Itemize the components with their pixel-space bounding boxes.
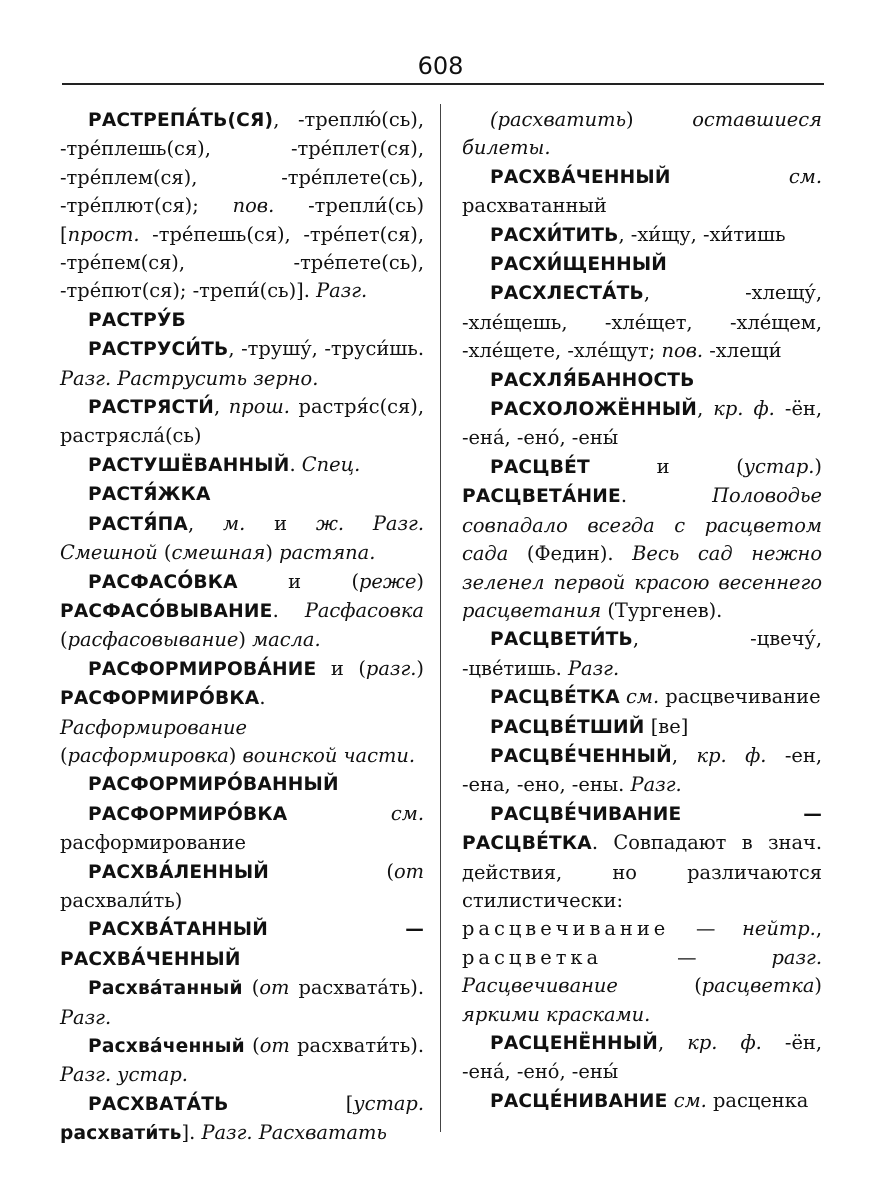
italic-text: Разг. устар. xyxy=(60,1063,188,1087)
headword: РАСХИ́ТИТЬ xyxy=(490,224,619,246)
italic-text: устар. xyxy=(743,454,815,478)
entry-text: расхвати́ть). xyxy=(289,1034,425,1057)
page-number: 608 xyxy=(417,52,464,80)
dictionary-entry xyxy=(462,625,822,683)
entry-text: . xyxy=(272,598,305,622)
headword: РАСЦВЕТА́НИЕ xyxy=(462,486,621,508)
entry-text: , xyxy=(815,917,822,941)
italic-text: масла. xyxy=(252,628,321,652)
entry-text: [ xyxy=(228,1091,354,1115)
dictionary-entry xyxy=(60,480,424,509)
italic-text: см. xyxy=(626,685,660,709)
headword: РАСХВА́ТАННЫЙ — РАСХВА́ЧЕННЫЙ xyxy=(60,919,424,970)
dictionary-entry xyxy=(462,713,822,742)
italic-text: Расфасовка xyxy=(304,598,424,622)
entry-text: ( xyxy=(157,541,172,565)
headword: РАСХВА́ЧЕННЫЙ xyxy=(490,166,671,188)
italic-text: м. xyxy=(223,511,246,535)
dictionary-entry xyxy=(462,453,822,625)
italic-text: Разг. Расхватать xyxy=(201,1121,387,1145)
italic-text: кр. ф. xyxy=(687,1031,762,1054)
entry-text: и xyxy=(245,511,316,535)
italic-text: см. xyxy=(673,1088,707,1112)
entry-text: расценка xyxy=(706,1088,809,1112)
italic-text: пов. xyxy=(232,194,275,218)
italic-text: разг. xyxy=(365,656,417,680)
entry-text: ) xyxy=(814,454,822,478)
headword: РАСТЯ́ПА xyxy=(88,513,189,535)
italic-text: см. xyxy=(788,164,822,188)
headword: Расхва́ченный xyxy=(88,1036,245,1057)
entry-text: , xyxy=(671,743,697,767)
entry-text: растря́с(ся), растрясла́(сь) xyxy=(60,395,424,448)
entry-text: — xyxy=(602,945,772,969)
entry-text: -ён, -ена́, -ено́, -ены́ xyxy=(462,397,823,450)
italic-text: от xyxy=(259,976,290,1000)
dictionary-entry xyxy=(60,858,424,916)
headword: Расхва́танный xyxy=(88,978,243,1000)
dictionary-entry xyxy=(60,1090,424,1149)
entry-text: , -хи́щу, -хи́тишь xyxy=(618,222,786,246)
italic-text: от xyxy=(393,859,424,883)
headword: РАСФОРМИРОВА́НИЕ xyxy=(88,658,317,680)
entry-text: . xyxy=(259,686,266,710)
italic-text: Разг. xyxy=(60,1005,112,1029)
dictionary-entry xyxy=(60,655,424,771)
dictionary-entry xyxy=(462,279,822,365)
italic-text: оставшиеся билеты. xyxy=(462,108,822,160)
spaced-text: расцвечивание xyxy=(462,917,670,941)
headword: РАСТРУСИ́ТЬ xyxy=(88,339,229,361)
headword: расхвати́ть xyxy=(60,1123,182,1145)
dictionary-entry xyxy=(60,306,424,335)
headword: РАСХЛЕСТА́ТЬ xyxy=(490,283,644,305)
dictionary-entry xyxy=(462,395,822,453)
headword: РАСЦВЕТИ́ТЬ xyxy=(490,629,633,651)
italic-text: пов. xyxy=(661,339,704,363)
entry-text: расхвата́ть). xyxy=(289,976,424,1000)
entry-text: [ве] xyxy=(644,714,689,738)
entry-text: ( xyxy=(617,974,702,998)
headword: РАСХИ́ЩЕННЫЙ xyxy=(490,254,668,276)
italic-text: Весь сад нежно зеленел первой красою весеннего расцветания xyxy=(462,542,822,622)
entry-text: , -треплю́(сь), -тре́плешь(ся), -тре́плет(ся), -тре́плем(ся), -тре́плете(сь), -тре́плют(ся); xyxy=(60,108,424,218)
italic-text: яркими красками. xyxy=(462,1002,651,1026)
italic-text: Разг. xyxy=(316,279,368,303)
italic-text: ж. Разг. Смешной xyxy=(60,511,424,565)
dictionary-entry xyxy=(60,106,424,306)
entry-text: , -цвечу́, -цве́тишь. xyxy=(462,627,822,680)
italic-text: реже xyxy=(359,569,417,593)
entry-text: , xyxy=(697,397,714,421)
right-column xyxy=(462,106,822,1116)
dictionary-entry xyxy=(60,974,424,1032)
entry-text: ( xyxy=(244,1034,260,1057)
entry-text: (Федин). xyxy=(508,542,633,566)
italic-text: кр. ф. xyxy=(713,397,775,421)
entry-text: расхвали́ть) xyxy=(60,888,183,912)
entry-text: -ён, -ена́, -ено́, -ены́ xyxy=(462,1031,823,1084)
entry-text: ( xyxy=(60,743,68,767)
entry-text: , xyxy=(658,1031,688,1054)
italic-text: расхватить xyxy=(497,108,627,131)
italic-text: расцветка xyxy=(701,974,815,998)
headword: РАСЦВЕ́ЧЕННЫЙ xyxy=(490,745,672,767)
headword: РАСФОРМИРО́ВКА xyxy=(88,803,288,825)
headword: РАСЦЕ́НИВАНИЕ xyxy=(490,1090,668,1112)
entry-text: . xyxy=(620,484,713,508)
italic-text: Спец. xyxy=(301,452,361,476)
dictionary-entry xyxy=(462,1087,822,1116)
italic-text: Расформирование xyxy=(60,715,247,739)
italic-text: растяпа. xyxy=(279,541,376,565)
entry-text: расхватанный xyxy=(462,194,607,218)
dictionary-entry xyxy=(462,742,822,800)
spaced-text: расцветка xyxy=(462,945,603,969)
entry-text: и ( xyxy=(237,569,360,593)
italic-text: расфасовывание xyxy=(67,628,239,652)
dictionary-entry xyxy=(60,770,424,799)
entry-text: ) xyxy=(416,656,424,680)
entry-text: расцвечивание xyxy=(659,685,821,709)
entry-text: ) xyxy=(814,974,822,998)
entry-text: ) xyxy=(416,569,424,593)
entry-text xyxy=(671,165,789,188)
headword: РАСХЛЯ́БАННОСТЬ xyxy=(490,369,695,391)
left-column xyxy=(60,106,424,1149)
entry-text: расформирование xyxy=(60,831,246,855)
entry-text: ) xyxy=(228,743,243,767)
entry-text: . xyxy=(289,452,302,476)
entry-text: — xyxy=(669,917,743,941)
headword: РАСФАСО́ВЫВАНИЕ xyxy=(60,600,273,622)
italic-text: Разг. xyxy=(567,656,620,680)
entry-text: ]. xyxy=(181,1121,202,1145)
dictionary-entry xyxy=(60,915,424,974)
headword: РАСЦЕНЁННЫЙ xyxy=(490,1033,659,1054)
headword: РАСЦВЕ́ЧИВАНИЕ — РАСЦВЕ́ТКА xyxy=(462,803,822,855)
dictionary-entry xyxy=(462,1029,822,1087)
entry-text: , xyxy=(213,395,229,419)
italic-text: смешная xyxy=(171,541,266,565)
italic-text: кр. ф. xyxy=(696,743,767,767)
entry-text: ( xyxy=(60,628,68,652)
italic-text: Разг. Раструсить зерно. xyxy=(60,366,319,390)
entry-text: , -хлещу́, -хле́щешь, -хле́щет, -хле́щем, -хле́щете, -хле́щут; xyxy=(462,281,822,363)
headword: РАСТРУ́Б xyxy=(88,309,186,331)
entry-text: и ( xyxy=(316,656,366,680)
headword: РАСХОЛОЖЁННЫЙ xyxy=(490,399,698,421)
entry-text: ) xyxy=(238,628,253,652)
italic-text: от xyxy=(259,1034,290,1057)
italic-text: см. xyxy=(390,801,424,825)
headword: РАСТРЯСТИ́ xyxy=(88,397,214,419)
entry-text: -трепли́(сь) [ xyxy=(60,194,425,246)
headword: РАСФОРМИРО́ВАННЫЙ xyxy=(88,774,339,796)
entry-text: . Совпадают в знач. действия, но различаются стилистически: xyxy=(462,831,822,912)
dictionary-entry xyxy=(60,393,424,451)
entry-text xyxy=(287,802,390,825)
entry-text: -ен, -ена, -ено, -ены. xyxy=(462,743,822,797)
entry-text: ( xyxy=(242,976,260,1000)
entry-text: -хлещи́ xyxy=(703,339,782,363)
italic-text: Половодье совпадало всегда с расцветом сада xyxy=(462,484,822,566)
dictionary-entry xyxy=(60,568,424,655)
entry-text: и ( xyxy=(589,454,744,478)
dictionary-entry xyxy=(462,106,822,163)
dictionary-entry xyxy=(462,366,822,395)
dictionary-entry xyxy=(462,683,822,712)
entry-text: -тре́пешь(ся), -тре́пет(ся), -тре́пем(ся), -тре́пете(сь), -тре́пют(ся); -трепи́(сь)]. xyxy=(60,222,424,303)
italic-text: прост. xyxy=(67,222,140,246)
italic-text: прош. xyxy=(228,395,290,419)
header-rule xyxy=(62,83,824,85)
italic-text: расформировка xyxy=(67,743,229,767)
headword: РАСХВА́ЛЕННЫЙ xyxy=(88,861,270,883)
dictionary-entry xyxy=(462,163,822,221)
entry-text: ) xyxy=(265,541,280,565)
headword: РАСЦВЕ́ТШИЙ xyxy=(490,716,645,738)
italic-text: воинской части. xyxy=(242,743,416,767)
dictionary-entry xyxy=(60,1032,424,1090)
column-divider xyxy=(440,104,441,1132)
entry-text: (Тургенев). xyxy=(601,598,723,622)
italic-text: устар. xyxy=(353,1091,424,1115)
dictionary-entry xyxy=(462,250,822,279)
dictionary-entry xyxy=(60,451,424,480)
italic-text: ( xyxy=(490,108,498,131)
headword: РАСФОРМИРО́ВКА xyxy=(60,688,260,710)
italic-text: нейтр. xyxy=(742,917,816,941)
italic-text: Разг. xyxy=(630,773,682,797)
headword: РАСЦВЕ́ТКА xyxy=(490,687,620,709)
dictionary-entry xyxy=(60,335,424,393)
headword: РАСТЯ́ЖКА xyxy=(88,484,211,506)
entry-text: ) xyxy=(626,108,693,131)
headword: РАСТРЕПА́ТЬ(СЯ) xyxy=(88,110,274,131)
dictionary-entry xyxy=(462,800,822,1029)
entry-text: ( xyxy=(269,859,394,883)
italic-text: разг. Расцвечивание xyxy=(462,945,822,998)
headword: РАСЦВЕ́Т xyxy=(490,456,590,478)
dictionary-entry xyxy=(60,800,424,858)
headword: РАСХВАТА́ТЬ xyxy=(88,1093,229,1115)
entry-text: , -трушу́, -труси́шь. xyxy=(228,337,424,361)
entry-text: , xyxy=(188,511,224,535)
dictionary-entry xyxy=(462,221,822,250)
dictionary-entry xyxy=(60,510,424,568)
headword: РАСФАСО́ВКА xyxy=(88,571,238,593)
headword: РАСТУШЁВАННЫЙ xyxy=(88,454,290,476)
